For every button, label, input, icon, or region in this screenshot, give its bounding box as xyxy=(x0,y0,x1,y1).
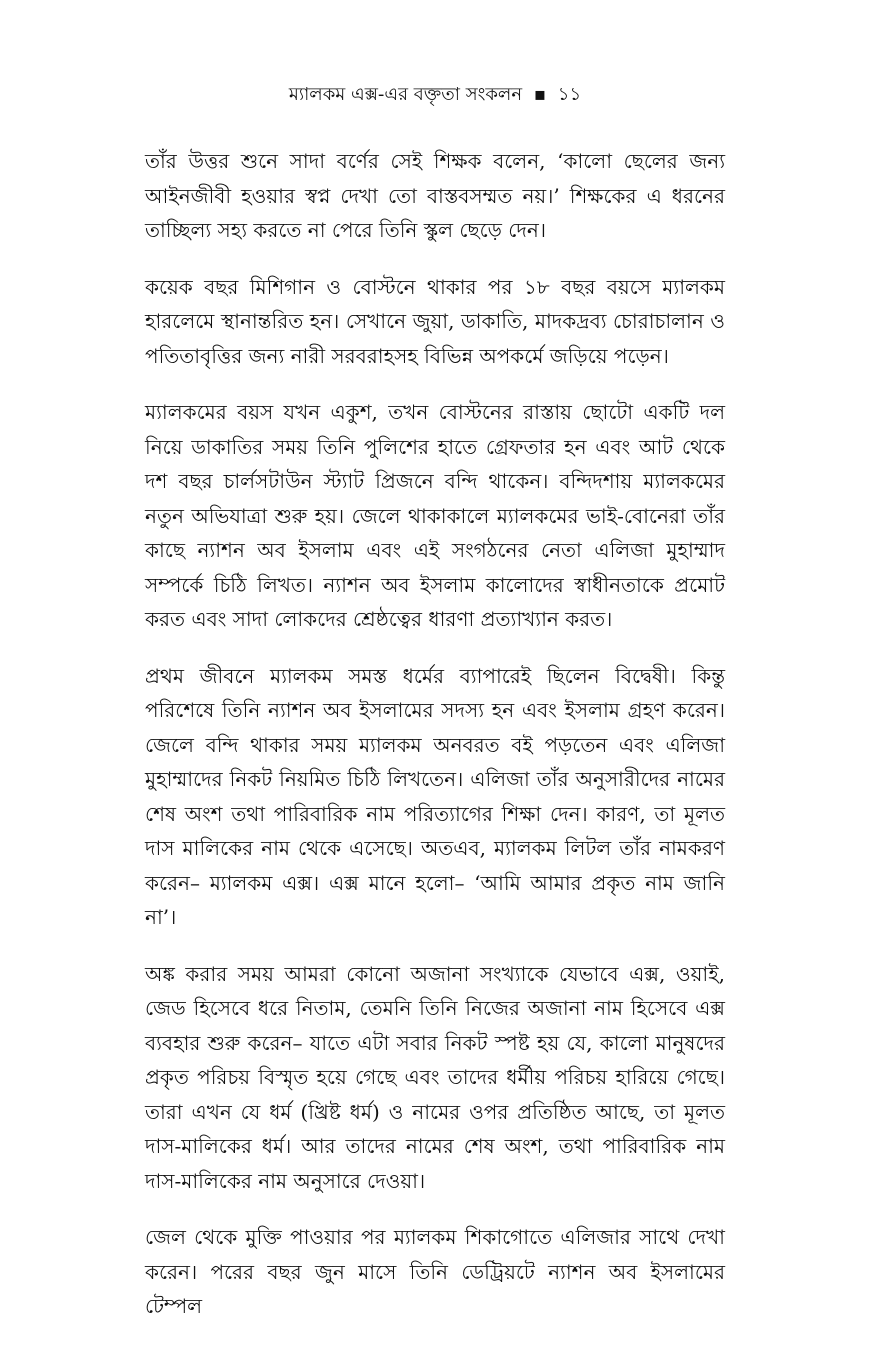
running-header xyxy=(145,82,725,108)
body-paragraph-6: জেল থেকে মুক্তি পাওয়ার পর ম্যালকম শিকাগোতে এলিজার সাথে দেখা করেন। পরের বছর জুন মাসে তিনি ডেট্রিয়টে ন্যাশন অব ইসলামের টেম্পল xyxy=(145,1225,725,1318)
body-paragraph-3: ম্যালকমের বয়স যখন একুশ, তখন বোস্টনের রাস্তায় ছোটো একটি দল নিয়ে ডাকাতির সময় তিনি পুলিশের হাতে গ্রেফতার হন এবং আট থেকে দশ বছর চার্লসটাউন স্ট্যাট প্রিজনে বন্দি থাকেন। বন্দিদশায় ম্যালকমের নতুন অভিযাত্রা শুরু হয়। জেলে থাকাকালে ম্যালকমের ভাই-বোনেরা তাঁর কাছে ন্যাশন অব ইসলাম এবং এই সংগঠনের নেতা এলিজা মুহাম্মাদ সম্পর্কে চিঠি লিখত। ন্যাশন অব ইসলাম কালোদের স্বাধীনতাকে প্রমোট করত এবং সাদা লোকদের শ্রেষ্ঠত্বের ধারণা প্রত্যাখ্যান করত। xyxy=(145,400,725,631)
running-header-separator: ▪ xyxy=(533,84,547,105)
page-number: ১১ xyxy=(557,84,582,105)
running-header-title: ম্যালকম এক্স-এর বক্তৃতা সংকলন xyxy=(288,84,523,105)
body-paragraph-1: তাঁর উত্তর শুনে সাদা বর্ণের সেই শিক্ষক বলেন, ‘কালো ছেলের জন্য আইনজীবী হওয়ার স্বপ্ন দেখা তো বাস্তবসম্মত নয়।’ শিক্ষকের এ ধরনের তাচ্ছিল্য সহ্য করতে না পেরে তিনি স্কুল ছেড়ে দেন। xyxy=(145,149,725,242)
body-paragraph-4: প্রথম জীবনে ম্যালকম সমস্ত ধর্মের ব্যাপারেই ছিলেন বিদ্বেষী। কিন্তু পরিশেষে তিনি ন্যাশন অব ইসলামের সদস্য হন এবং ইসলাম গ্রহণ করেন। জেলে বন্দি থাকার সময় ম্যালকম অনবরত বই পড়তেন এবং এলিজা মুহাম্মাদের নিকট নিয়মিত চিঠি লিখতেন। এলিজা তাঁর অনুসারীদের নামের শেষ অংশ তথা পারিবারিক নাম পরিত্যাগের শিক্ষা দেন। কারণ, তা মূলত দাস মালিকের নাম থেকে এসেছে। অতএব, ম্যালকম লিটল তাঁর নামকরণ করেন– ম্যালকম এক্স। এক্স মানে হলো– ‘আমি আমার প্রকৃত নাম জানি না’। xyxy=(145,663,725,929)
body-paragraph-5: অঙ্ক করার সময় আমরা কোনো অজানা সংখ্যাকে যেভাবে এক্স, ওয়াই, জেড হিসেবে ধরে নিতাম, তেমনি তিনি নিজের অজানা নাম হিসেবে এক্স ব্যবহার শুরু করেন– যাতে এটা সবার নিকট স্পষ্ট হয় যে, কালো মানুষদের প্রকৃত পরিচয় বিস্মৃত হয়ে গেছে এবং তাদের ধর্মীয় পরিচয় হারিয়ে গেছে। তারা এখন যে ধর্ম (খ্রিষ্ট ধর্ম) ও নামের ওপর প্রতিষ্ঠিত আছে, তা মূলত দাস-মালিকের ধর্ম। আর তাদের নামের শেষ অংশ, তথা পারিবারিক নাম দাস-মালিকের নাম অনুসারে দেওয়া। xyxy=(145,961,725,1193)
book-page xyxy=(145,82,725,1346)
body-paragraph-2: কয়েক বছর মিশিগান ও বোস্টনে থাকার পর ১৮ বছর বয়সে ম্যালকম হারলেমে স্থানান্তরিত হন। সেখানে জুয়া, ডাকাতি, মাদকদ্রব্য চোরাচালান ও পতিতাবৃত্তির জন্য নারী সরবরাহসহ বিভিন্ন অপকর্মে জড়িয়ে পড়েন। xyxy=(145,274,725,368)
